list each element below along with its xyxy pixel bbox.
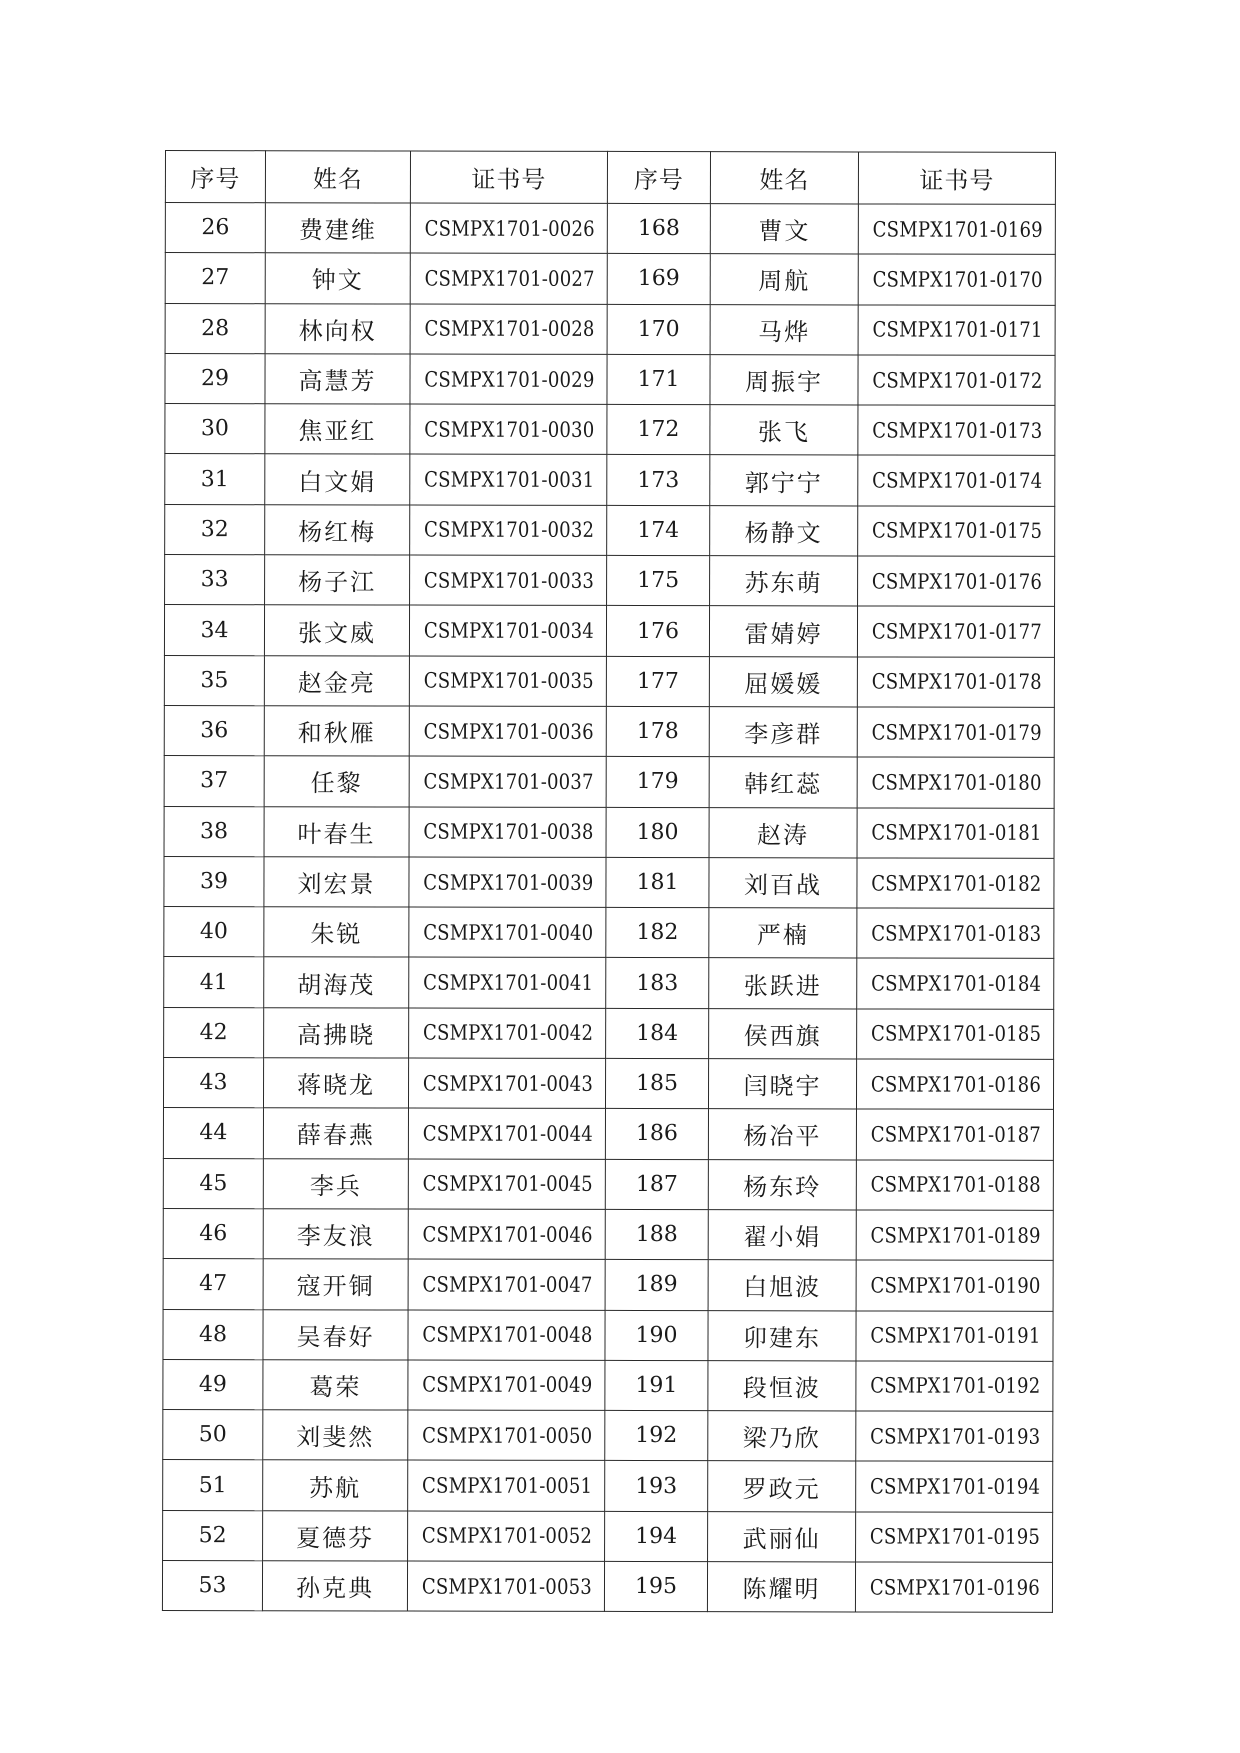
cert-number-text: CSMPX1701-0184: [871, 971, 1042, 996]
cert-cell: [410, 304, 607, 355]
name-cell: 夏德芬: [263, 1510, 408, 1561]
cert-number-text: CSMPX1701-0035: [423, 668, 594, 694]
cert-cell-2: [858, 506, 1055, 557]
name-cell-2: 翟小娟: [708, 1210, 856, 1261]
cert-number-text: CSMPX1701-0173: [872, 418, 1043, 443]
table-row: [162, 1561, 1052, 1613]
cert-number-text: CSMPX1701-0034: [423, 618, 594, 643]
cert-number-text: CSMPX1701-0185: [870, 1021, 1042, 1047]
table-row: [165, 454, 1055, 506]
name-cell-2: 白旭波: [708, 1260, 856, 1311]
cert-number-text: CSMPX1701-0176: [871, 569, 1043, 594]
cert-cell: [410, 253, 607, 304]
name-cell: 焦亚红: [265, 404, 410, 455]
header-cert: 证书号: [410, 151, 607, 203]
cert-cell: [409, 907, 606, 958]
table-row: [163, 1410, 1053, 1462]
table-row: [163, 1510, 1053, 1562]
cert-cell: [408, 1159, 605, 1210]
cert-number-text: CSMPX1701-0180: [871, 770, 1042, 795]
cert-cell: [409, 1008, 606, 1059]
cert-number-text: CSMPX1701-0046: [422, 1222, 593, 1247]
cert-number-text: CSMPX1701-0178: [871, 669, 1042, 695]
header-name: 姓名: [265, 151, 410, 203]
cert-cell: [410, 203, 607, 254]
cert-cell: [410, 555, 607, 606]
cert-number-text: CSMPX1701-0049: [422, 1373, 593, 1398]
cert-number-text: CSMPX1701-0182: [871, 870, 1042, 896]
roster-body: [162, 203, 1055, 1613]
cert-number-text: CSMPX1701-0195: [869, 1524, 1041, 1550]
seq-cell-2: 176: [606, 606, 709, 657]
table-row: [163, 1058, 1053, 1110]
name-cell: 林向权: [265, 303, 410, 354]
cert-number-text: CSMPX1701-0187: [870, 1122, 1041, 1147]
seq-cell-2: 191: [605, 1360, 708, 1411]
cert-cell-2: [858, 405, 1055, 456]
table-row: [164, 605, 1054, 657]
header-row: [165, 151, 1055, 205]
name-cell: 赵金亮: [264, 655, 409, 706]
seq-cell: 39: [164, 856, 264, 907]
name-cell: 李兵: [263, 1158, 408, 1209]
cert-cell: [409, 706, 606, 757]
table-row: [165, 303, 1055, 355]
seq-cell-2: 195: [604, 1561, 707, 1612]
seq-cell: 41: [164, 957, 264, 1008]
seq-cell-2: 192: [605, 1411, 708, 1462]
cert-cell: [409, 656, 606, 707]
name-cell-2: 雷婧婷: [709, 606, 857, 657]
cert-number-text: CSMPX1701-0189: [870, 1223, 1041, 1248]
seq-cell-2: 190: [605, 1310, 708, 1361]
seq-cell-2: 174: [607, 505, 710, 556]
name-cell: 寇开铜: [263, 1259, 408, 1310]
cert-number-text: CSMPX1701-0190: [870, 1273, 1041, 1298]
seq-cell: 47: [163, 1259, 263, 1310]
cert-cell: [409, 756, 606, 807]
seq-cell: 46: [163, 1208, 263, 1259]
cert-number-text: CSMPX1701-0171: [872, 317, 1043, 343]
table-row: [165, 353, 1055, 405]
cert-cell-2: [856, 1260, 1053, 1311]
name-cell-2: 赵涛: [709, 807, 857, 858]
cert-cell-2: [857, 1009, 1054, 1060]
name-cell: 葛荣: [263, 1360, 408, 1411]
table-row: [163, 1309, 1053, 1361]
name-cell: 杨子江: [265, 555, 410, 606]
cert-number-text: CSMPX1701-0044: [422, 1121, 593, 1146]
cert-cell: [408, 1460, 605, 1511]
cert-number-text: CSMPX1701-0039: [423, 870, 594, 895]
seq-cell-2: 168: [607, 203, 710, 254]
name-cell: 钟文: [265, 253, 410, 304]
seq-cell: 27: [165, 253, 265, 304]
cert-cell-2: [856, 1512, 1053, 1563]
name-cell-2: 周振宇: [710, 355, 858, 406]
cert-cell-2: [856, 1461, 1053, 1512]
cert-cell: [408, 1410, 605, 1461]
seq-cell-2: 188: [605, 1209, 708, 1260]
cert-number-text: CSMPX1701-0038: [423, 819, 594, 845]
cert-number-text: CSMPX1701-0033: [423, 568, 595, 593]
roster-sheet: [165, 150, 1055, 1611]
seq-cell: 29: [165, 353, 265, 404]
cert-cell: [410, 505, 607, 556]
name-cell: 刘宏景: [264, 857, 409, 908]
seq-cell-2: 183: [606, 958, 709, 1009]
name-cell-2: 杨冶平: [708, 1109, 856, 1160]
name-cell-2: 郭宁宁: [710, 455, 858, 506]
seq-cell-2: 184: [606, 1008, 709, 1059]
name-cell-2: 罗政元: [708, 1461, 856, 1512]
seq-cell-2: 181: [606, 857, 709, 908]
cert-cell-2: [857, 908, 1054, 959]
seq-cell-2: 185: [605, 1058, 708, 1109]
cert-cell-2: [856, 1059, 1053, 1110]
cert-number-text: CSMPX1701-0188: [870, 1172, 1041, 1198]
cert-cell: [408, 1058, 605, 1109]
seq-cell: 50: [163, 1410, 263, 1461]
cert-cell: [408, 1209, 605, 1260]
cert-cell: [408, 1310, 605, 1361]
cert-number-text: CSMPX1701-0027: [424, 266, 595, 291]
cert-cell-2: [856, 1109, 1053, 1160]
name-cell-2: 侯西旗: [709, 1008, 857, 1059]
table-row: [163, 1359, 1053, 1411]
seq-cell-2: 171: [607, 354, 710, 405]
cert-cell: [408, 1108, 605, 1159]
table-row: [165, 253, 1055, 305]
name-cell: 孙克典: [262, 1561, 407, 1612]
cert-cell-2: [857, 757, 1054, 808]
cert-number-text: CSMPX1701-0179: [871, 720, 1042, 745]
cert-number-text: CSMPX1701-0031: [424, 467, 595, 493]
table-row: [164, 756, 1054, 808]
seq-cell-2: 169: [607, 254, 710, 305]
name-cell-2: 段恒波: [708, 1360, 856, 1411]
name-cell-2: 杨静文: [710, 505, 858, 556]
cert-cell-2: [858, 455, 1055, 506]
cert-number-text: CSMPX1701-0029: [424, 367, 595, 392]
seq-cell: 34: [164, 605, 264, 656]
cert-cell: [409, 857, 606, 908]
name-cell-2: 卯建东: [708, 1310, 856, 1361]
seq-cell: 45: [163, 1158, 263, 1209]
table-row: [164, 856, 1054, 908]
cert-number-text: CSMPX1701-0047: [422, 1272, 593, 1297]
name-cell-2: 马烨: [710, 304, 858, 355]
seq-cell-2: 172: [607, 405, 710, 456]
name-cell: 苏航: [263, 1460, 408, 1511]
cert-cell-2: [856, 1210, 1053, 1261]
name-cell: 叶春生: [264, 806, 409, 857]
cert-cell-2: [857, 958, 1054, 1009]
seq-cell-2: 170: [607, 304, 710, 355]
cert-number-text: CSMPX1701-0051: [422, 1473, 593, 1498]
cert-number-text: CSMPX1701-0175: [872, 518, 1043, 544]
cert-number-text: CSMPX1701-0030: [424, 417, 595, 442]
seq-cell-2: 187: [605, 1159, 708, 1210]
name-cell: 高拂晓: [264, 1007, 409, 1058]
cert-cell: [408, 1360, 605, 1411]
cert-number-text: CSMPX1701-0169: [872, 217, 1043, 242]
seq-cell: 35: [164, 655, 264, 706]
cert-number-text: CSMPX1701-0045: [422, 1171, 593, 1197]
cert-cell-2: [856, 1310, 1053, 1361]
cert-cell-2: [856, 1160, 1053, 1211]
cert-number-text: CSMPX1701-0181: [871, 820, 1042, 846]
table-row: [165, 555, 1055, 607]
seq-cell-2: 182: [606, 908, 709, 959]
name-cell: 和秋雁: [264, 706, 409, 757]
name-cell-2: 张飞: [710, 405, 858, 456]
seq-cell: 52: [163, 1510, 263, 1561]
seq-cell: 36: [164, 705, 264, 756]
cert-cell-2: [857, 858, 1054, 909]
name-cell: 张文威: [264, 605, 409, 656]
name-cell-2: 严楠: [709, 908, 857, 959]
cert-cell: [408, 1511, 605, 1562]
cert-number-text: CSMPX1701-0174: [872, 468, 1043, 493]
cert-number-text: CSMPX1701-0172: [872, 368, 1043, 393]
seq-cell-2: 193: [605, 1461, 708, 1512]
cert-cell-2: [858, 254, 1055, 305]
cert-number-text: CSMPX1701-0196: [869, 1575, 1040, 1600]
cert-number-text: CSMPX1701-0193: [870, 1424, 1041, 1449]
name-cell: 胡海茂: [264, 957, 409, 1008]
table-row: [164, 1007, 1054, 1059]
cert-cell-2: [857, 606, 1054, 657]
seq-cell-2: 177: [606, 656, 709, 707]
cert-number-text: CSMPX1701-0041: [423, 970, 594, 995]
seq-cell: 40: [164, 907, 264, 958]
header-seq-2: 序号: [607, 151, 710, 203]
cert-number-text: CSMPX1701-0192: [870, 1373, 1041, 1399]
table-row: [164, 907, 1054, 959]
seq-cell: 33: [165, 555, 265, 606]
table-row: [164, 957, 1054, 1009]
seq-cell-2: 180: [606, 807, 709, 858]
name-cell: 费建维: [265, 203, 410, 254]
cert-cell-2: [858, 305, 1055, 356]
name-cell: 高慧芳: [265, 354, 410, 405]
name-cell-2: 屈媛媛: [709, 656, 857, 707]
name-cell: 刘斐然: [263, 1410, 408, 1461]
cert-cell-2: [858, 355, 1055, 406]
name-cell-2: 杨东玲: [708, 1159, 856, 1210]
table-row: [164, 655, 1054, 707]
cert-number-text: CSMPX1701-0040: [423, 920, 594, 945]
seq-cell: 42: [164, 1007, 264, 1058]
cert-number-text: CSMPX1701-0032: [424, 517, 595, 543]
seq-cell: 26: [165, 203, 265, 254]
cert-number-text: CSMPX1701-0026: [424, 216, 595, 241]
seq-cell: 38: [164, 806, 264, 857]
name-cell-2: 周航: [710, 254, 858, 305]
cert-cell: [408, 1259, 605, 1310]
name-cell: 薛春燕: [263, 1108, 408, 1159]
name-cell-2: 梁乃欣: [708, 1411, 856, 1462]
cert-cell: [409, 957, 606, 1008]
cert-number-text: CSMPX1701-0042: [422, 1020, 594, 1046]
cert-number-text: CSMPX1701-0191: [870, 1323, 1041, 1349]
cert-cell-2: [855, 1562, 1052, 1613]
name-cell-2: 李彦群: [709, 707, 857, 758]
cert-number-text: CSMPX1701-0194: [870, 1474, 1041, 1499]
cert-number-text: CSMPX1701-0037: [423, 769, 594, 794]
name-cell-2: 陈耀明: [707, 1562, 855, 1613]
name-cell: 杨红梅: [265, 504, 410, 555]
cert-number-text: CSMPX1701-0043: [422, 1071, 594, 1096]
seq-cell-2: 178: [606, 706, 709, 757]
cert-cell-2: [856, 1361, 1053, 1412]
cert-number-text: CSMPX1701-0050: [422, 1423, 593, 1448]
seq-cell: 49: [163, 1359, 263, 1410]
name-cell: 蒋晓龙: [263, 1058, 408, 1109]
name-cell: 朱锐: [264, 907, 409, 958]
cert-number-text: CSMPX1701-0186: [870, 1072, 1042, 1097]
name-cell-2: 曹文: [710, 204, 858, 255]
cert-cell: [410, 454, 607, 505]
cert-cell-2: [857, 657, 1054, 708]
seq-cell-2: 175: [607, 556, 710, 607]
table-row: [165, 203, 1055, 255]
name-cell-2: 韩红蕊: [709, 757, 857, 808]
cert-cell-2: [856, 1411, 1053, 1462]
cert-cell-2: [858, 556, 1055, 607]
seq-cell: 37: [164, 756, 264, 807]
table-row: [163, 1158, 1053, 1210]
header-cert-2: 证书号: [858, 152, 1055, 204]
cert-number-text: CSMPX1701-0053: [421, 1574, 592, 1599]
seq-cell-2: 173: [607, 455, 710, 506]
name-cell-2: 刘百战: [709, 858, 857, 909]
cert-cell-2: [857, 707, 1054, 758]
table-row: [163, 1460, 1053, 1512]
cert-cell: [410, 404, 607, 455]
name-cell: 任黎: [264, 756, 409, 807]
name-cell: 李友浪: [263, 1209, 408, 1260]
cert-cell: [409, 605, 606, 656]
name-cell-2: 闫晓宇: [708, 1059, 856, 1110]
cert-number-text: CSMPX1701-0170: [872, 267, 1043, 292]
seq-cell: 48: [163, 1309, 263, 1360]
table-row: [163, 1208, 1053, 1260]
seq-cell: 31: [165, 454, 265, 505]
cert-number-text: CSMPX1701-0048: [422, 1322, 593, 1348]
table-row: [164, 705, 1054, 757]
name-cell-2: 张跃进: [709, 958, 857, 1009]
cert-number-text: CSMPX1701-0183: [871, 921, 1042, 946]
name-cell-2: 武丽仙: [708, 1511, 856, 1562]
seq-cell-2: 189: [605, 1260, 708, 1311]
seq-cell-2: 186: [605, 1109, 708, 1160]
table-row: [164, 806, 1054, 858]
seq-cell-2: 194: [605, 1511, 708, 1562]
cert-cell-2: [858, 204, 1055, 255]
table-row: [165, 404, 1055, 456]
table-row: [163, 1259, 1053, 1311]
seq-cell: 51: [163, 1460, 263, 1511]
table-row: [165, 504, 1055, 556]
seq-cell: 30: [165, 404, 265, 455]
cert-cell: [409, 807, 606, 858]
header-seq: 序号: [165, 151, 265, 203]
seq-cell: 53: [162, 1561, 262, 1612]
name-cell-2: 苏东萌: [710, 556, 858, 607]
table-row: [163, 1108, 1053, 1160]
name-cell: 吴春好: [263, 1309, 408, 1360]
cert-number-text: CSMPX1701-0028: [424, 316, 595, 342]
cert-cell: [407, 1561, 604, 1612]
seq-cell: 44: [163, 1108, 263, 1159]
cert-number-text: CSMPX1701-0052: [421, 1523, 593, 1549]
cert-number-text: CSMPX1701-0177: [871, 619, 1042, 644]
seq-cell: 28: [165, 303, 265, 354]
cert-number-text: CSMPX1701-0036: [423, 719, 594, 744]
cert-cell: [410, 354, 607, 405]
seq-cell: 32: [165, 504, 265, 555]
seq-cell: 43: [163, 1058, 263, 1109]
name-cell: 白文娟: [265, 454, 410, 505]
certificate-roster-table: [162, 150, 1056, 1613]
header-name-2: 姓名: [710, 152, 858, 204]
seq-cell-2: 179: [606, 757, 709, 808]
cert-cell-2: [857, 808, 1054, 859]
